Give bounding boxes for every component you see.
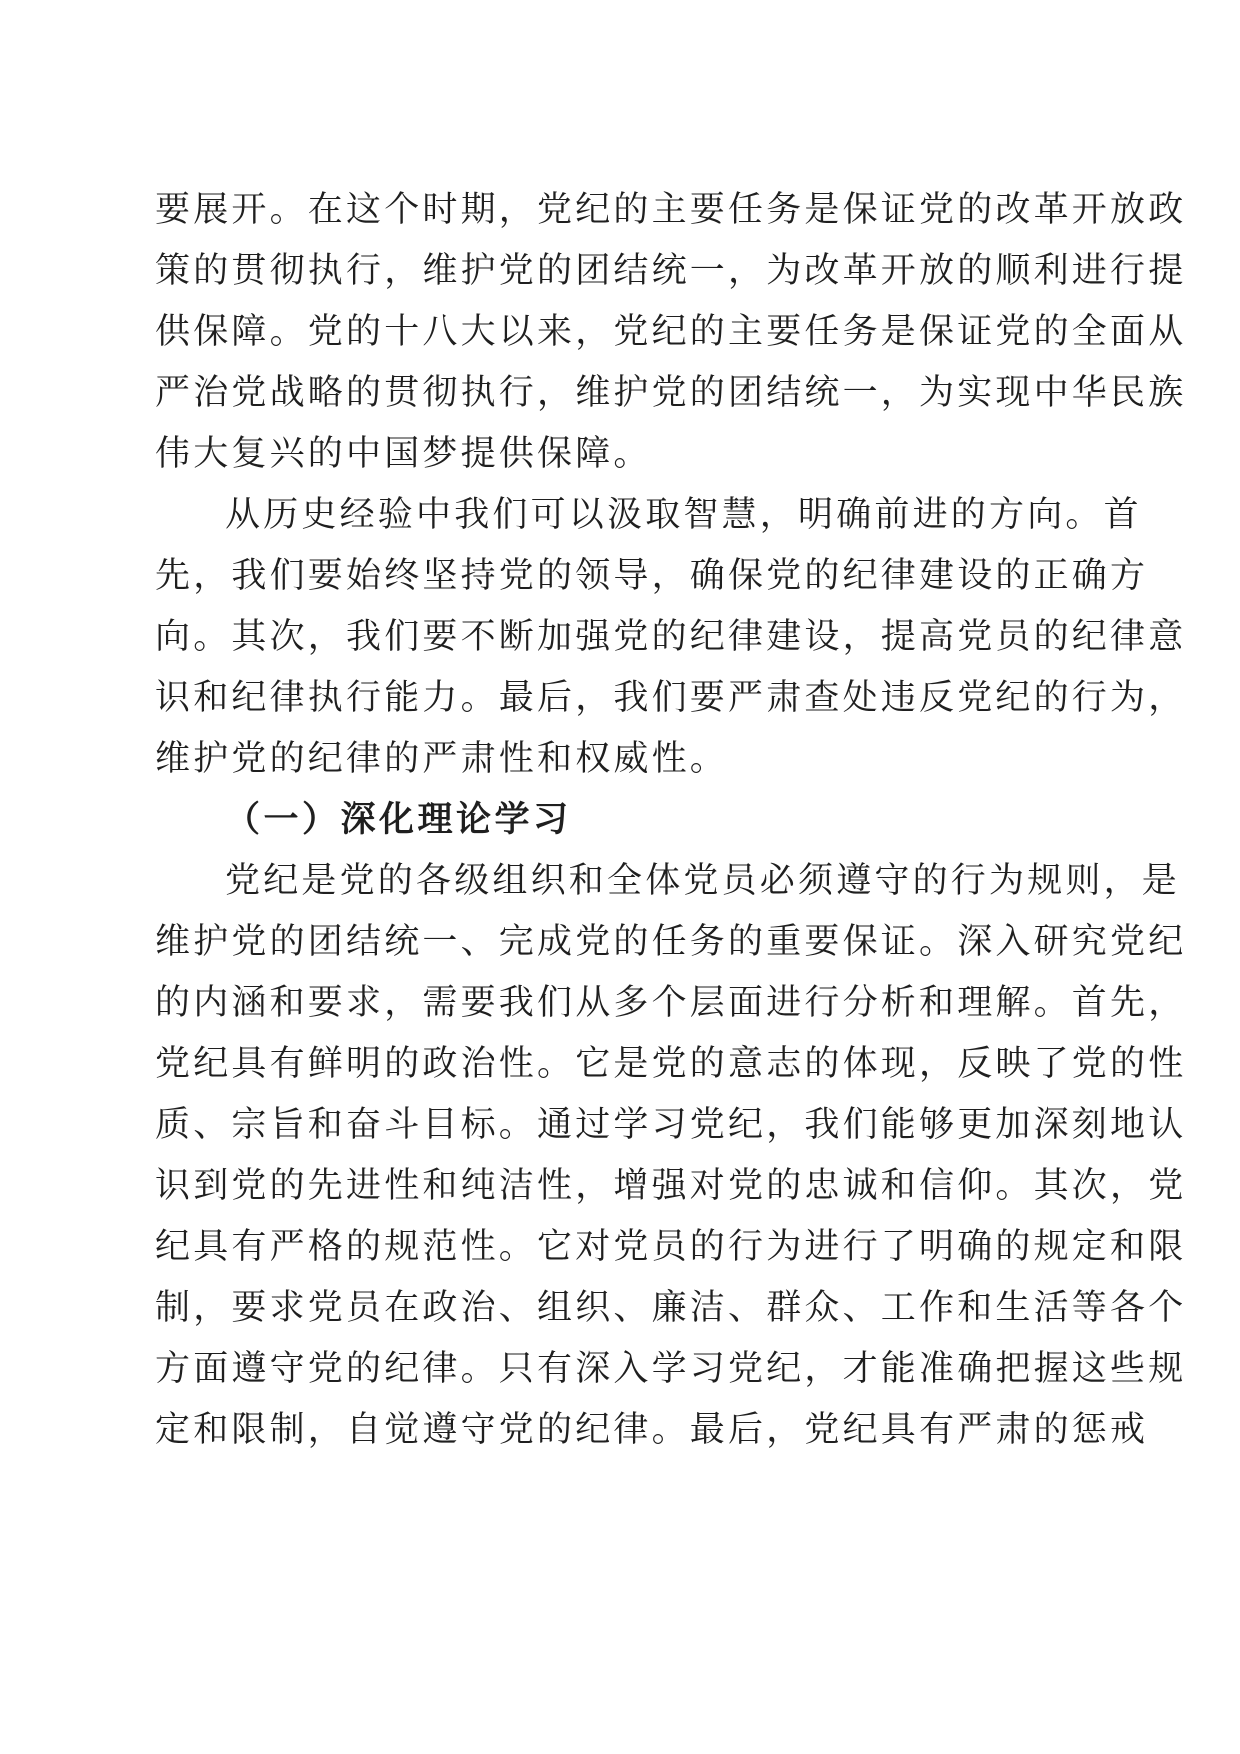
paragraph-1 bbox=[155, 180, 1187, 485]
text-line: 伟大复兴的中国梦提供保障。 bbox=[155, 434, 652, 474]
text-line: 从历史经验中我们可以汲取智慧，明确前进的方向。首 bbox=[225, 495, 1142, 535]
text-line: 质、宗旨和奋斗目标。通过学习党纪，我们能够更加深刻地认 bbox=[155, 1105, 1187, 1145]
section-heading-container bbox=[155, 790, 1085, 851]
paragraph-2 bbox=[155, 485, 1187, 790]
text-line: 供保障。党的十八大以来，党纪的主要任务是保证党的全面从 bbox=[155, 312, 1187, 352]
text-line: 要展开。在这个时期，党纪的主要任务是保证党的改革开放政 bbox=[155, 190, 1187, 230]
text-line: 纪具有严格的规范性。它对党员的行为进行了明确的规定和限 bbox=[155, 1227, 1187, 1267]
text-line: 方面遵守党的纪律。只有深入学习党纪，才能准确把握这些规 bbox=[155, 1349, 1187, 1389]
text-line: 维护党的团结统一、完成党的任务的重要保证。深入研究党纪 bbox=[155, 922, 1187, 962]
text-line: 维护党的纪律的严肃性和权威性。 bbox=[155, 739, 729, 779]
text-line: 党纪是党的各级组织和全体党员必须遵守的行为规则，是 bbox=[225, 861, 1181, 901]
section-heading: （一）深化理论学习 bbox=[225, 800, 572, 840]
text-line: 定和限制，自觉遵守党的纪律。最后，党纪具有严肃的惩戒 bbox=[155, 1410, 1149, 1450]
paragraph-3 bbox=[155, 851, 1187, 1461]
text-line: 向。其次，我们要不断加强党的纪律建设，提高党员的纪律意 bbox=[155, 617, 1187, 657]
text-line: 党纪具有鲜明的政治性。它是党的意志的体现，反映了党的性 bbox=[155, 1044, 1187, 1084]
text-line: 识到党的先进性和纯洁性，增强对党的忠诚和信仰。其次，党 bbox=[155, 1166, 1187, 1206]
text-line: 严治党战略的贯彻执行，维护党的团结统一，为实现中华民族 bbox=[155, 373, 1187, 413]
text-line: 制，要求党员在政治、组织、廉洁、群众、工作和生活等各个 bbox=[155, 1288, 1187, 1328]
text-line: 的内涵和要求，需要我们从多个层面进行分析和理解。首先， bbox=[155, 983, 1187, 1023]
text-line: 策的贯彻执行，维护党的团结统一，为改革开放的顺利进行提 bbox=[155, 251, 1187, 291]
document-body bbox=[155, 180, 1187, 1461]
text-line: 先，我们要始终坚持党的领导，确保党的纪律建设的正确方 bbox=[155, 556, 1149, 596]
text-line: 识和纪律执行能力。最后，我们要严肃查处违反党纪的行为， bbox=[155, 678, 1187, 718]
